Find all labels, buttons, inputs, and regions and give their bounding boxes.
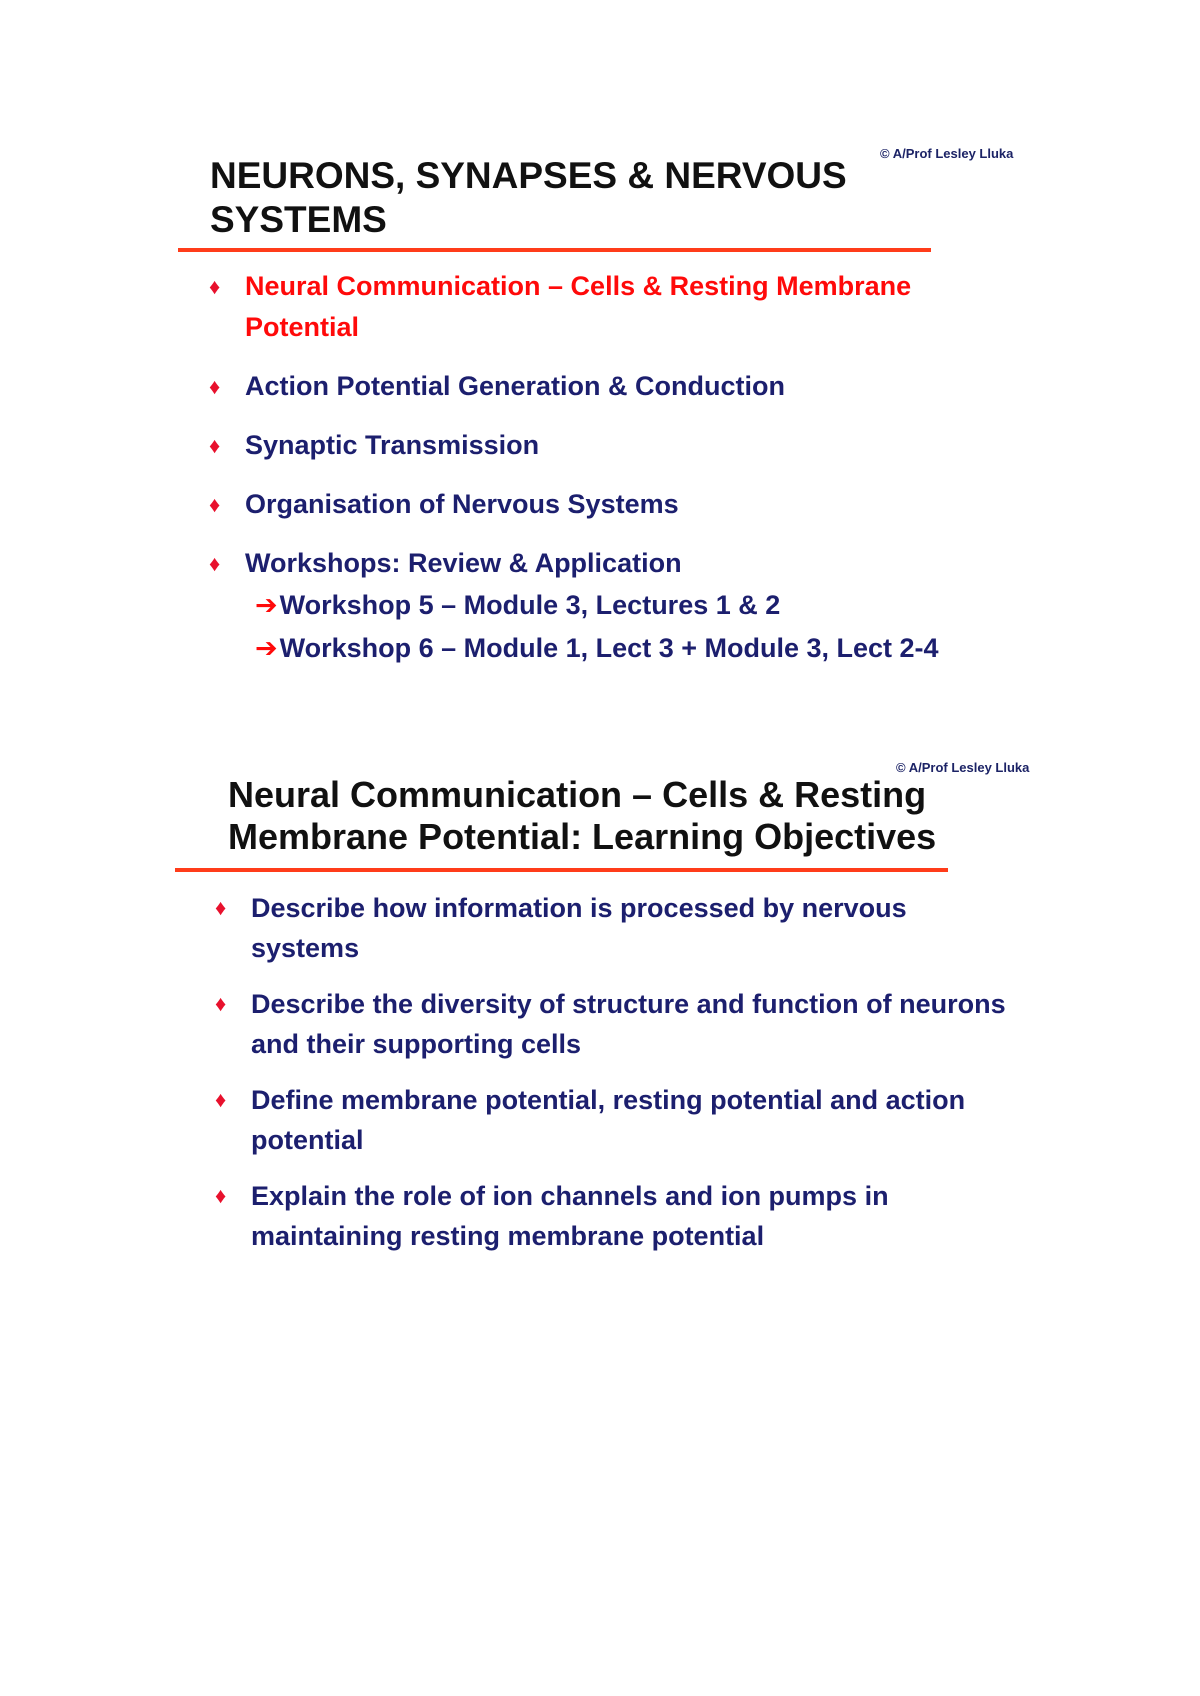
topic-item-label: Synaptic Transmission xyxy=(245,430,540,460)
diamond-bullet-icon: ♦ xyxy=(209,374,221,399)
workshop-item-5 xyxy=(255,584,1025,627)
slide-title-line-2: SYSTEMS xyxy=(210,198,387,240)
topic-item-label: Organisation of Nervous Systems xyxy=(245,489,679,519)
slide-title xyxy=(228,774,1028,859)
topic-item-workshops xyxy=(209,543,1025,584)
diamond-bullet-icon: ♦ xyxy=(209,274,221,299)
topic-item-neural-communication xyxy=(209,266,1025,348)
topic-item-label: Action Potential Generation & Conduction xyxy=(245,371,785,401)
slide-title-line-1: Neural Communication – Cells & Resting xyxy=(228,774,927,815)
topic-list xyxy=(209,266,1025,670)
workshop-item-label: Workshop 6 – Module 1, Lect 3 + Module 3, Lect 2-4 xyxy=(279,633,939,663)
objective-item-label: Describe how information is processed by nervous systems xyxy=(251,893,907,963)
topic-item-action-potential xyxy=(209,366,1025,407)
title-underline xyxy=(178,248,931,252)
topic-item-label: Workshops: Review & Application xyxy=(245,548,682,578)
objective-item-label: Describe the diversity of structure and function of neurons and their supporting cells xyxy=(251,989,1006,1059)
diamond-bullet-icon: ♦ xyxy=(209,433,221,458)
copyright-notice: © A/Prof Lesley Lluka xyxy=(880,146,1014,161)
copyright-notice: © A/Prof Lesley Lluka xyxy=(896,760,1030,775)
topic-item-synaptic-transmission xyxy=(209,425,1025,466)
slide-title xyxy=(210,154,900,241)
diamond-bullet-icon: ♦ xyxy=(215,1087,227,1112)
diamond-bullet-icon: ♦ xyxy=(209,551,221,576)
slide-learning-objectives xyxy=(0,740,1200,1460)
slide-neurons-overview xyxy=(0,0,1200,740)
objective-item-define-potentials xyxy=(215,1080,1011,1160)
objective-item-neuron-diversity xyxy=(215,984,1011,1064)
slide-title-line-2: Membrane Potential: Learning Objectives xyxy=(228,816,937,858)
title-underline xyxy=(175,868,948,872)
slide-title-line-1: NEURONS, SYNAPSES & NERVOUS xyxy=(210,155,847,196)
objective-item-label: Explain the role of ion channels and ion pumps in maintaining resting membrane potential xyxy=(251,1181,889,1251)
diamond-bullet-icon: ♦ xyxy=(215,895,227,920)
objective-item-label: Define membrane potential, resting potential and action potential xyxy=(251,1085,966,1155)
diamond-bullet-icon: ♦ xyxy=(209,492,221,517)
objective-item-information-processing xyxy=(215,888,1011,968)
topic-item-organisation xyxy=(209,484,1025,525)
objective-item-ion-channels xyxy=(215,1176,1011,1256)
right-arrow-icon: ➔ xyxy=(255,590,278,620)
diamond-bullet-icon: ♦ xyxy=(215,991,227,1016)
workshop-item-6 xyxy=(255,627,1025,670)
right-arrow-icon: ➔ xyxy=(255,633,278,663)
diamond-bullet-icon: ♦ xyxy=(215,1183,227,1208)
objective-list xyxy=(215,888,1011,1272)
topic-item-label: Neural Communication – Cells & Resting Membrane Potential xyxy=(245,271,912,342)
workshop-item-label: Workshop 5 – Module 3, Lectures 1 & 2 xyxy=(279,590,781,620)
